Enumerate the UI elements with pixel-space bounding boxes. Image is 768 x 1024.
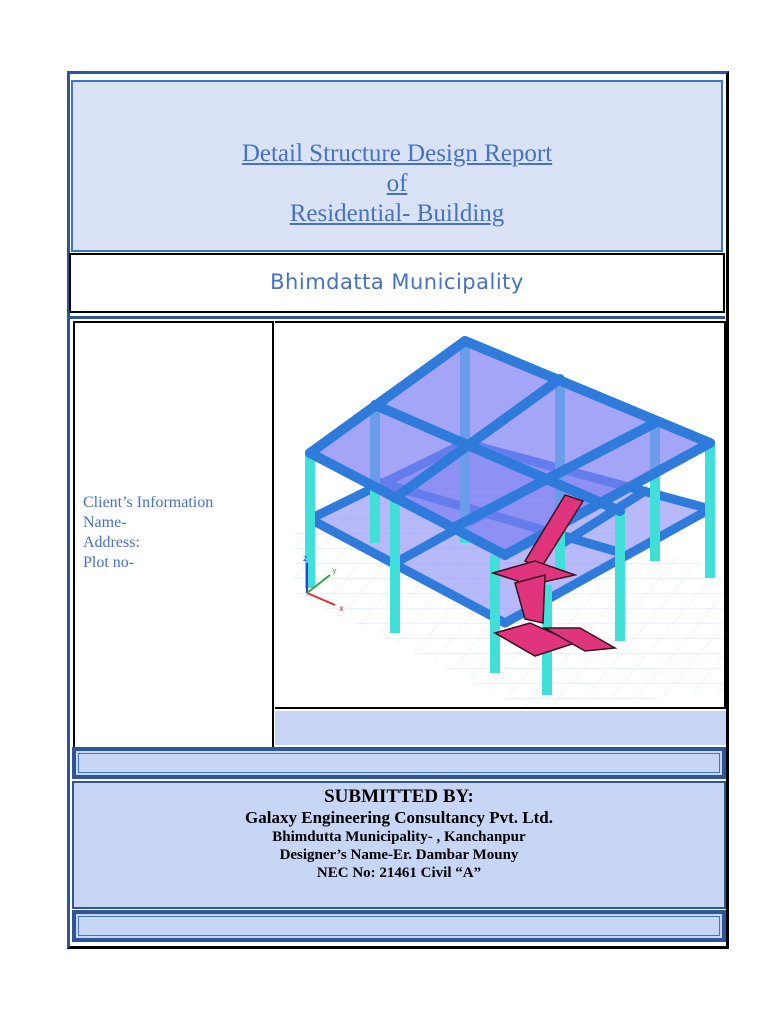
blue-band-top <box>275 711 726 745</box>
client-address-label: Address: <box>83 534 140 551</box>
submitted-by-block <box>72 781 726 909</box>
divider <box>69 316 725 319</box>
municipality-name: Bhimdatta Municipality <box>270 270 524 294</box>
axis-y-label: y <box>332 566 337 575</box>
client-info-heading: Client’s Information <box>83 494 214 511</box>
axis-x-label: x <box>339 604 344 613</box>
structure-model-image <box>275 321 726 709</box>
report-title-line-2: of <box>386 170 408 197</box>
company-location: Bhimdutta Municipality- , Kanchanpur <box>272 829 526 845</box>
municipality-block <box>69 253 725 313</box>
designer-name: Designer’s Name-Er. Dambar Mouny <box>279 847 519 863</box>
client-name-label: Name- <box>83 514 127 531</box>
blue-band-bottom <box>72 910 726 942</box>
client-plot-label: Plot no- <box>83 554 135 571</box>
axis-z-label: z <box>303 554 308 563</box>
report-title-line-3: Residential- Building <box>289 200 505 227</box>
report-title-line-1: Detail Structure Design Report <box>241 140 553 167</box>
nec-number: NEC No: 21461 Civil “A” <box>316 865 482 881</box>
structure-3d-model <box>275 323 726 709</box>
client-info-box <box>73 321 274 756</box>
blue-band-middle <box>72 747 726 779</box>
submitted-by-heading: SUBMITTED BY: <box>324 786 474 807</box>
title-block <box>71 80 723 252</box>
company-name: Galaxy Engineering Consultancy Pvt. Ltd. <box>245 808 553 827</box>
